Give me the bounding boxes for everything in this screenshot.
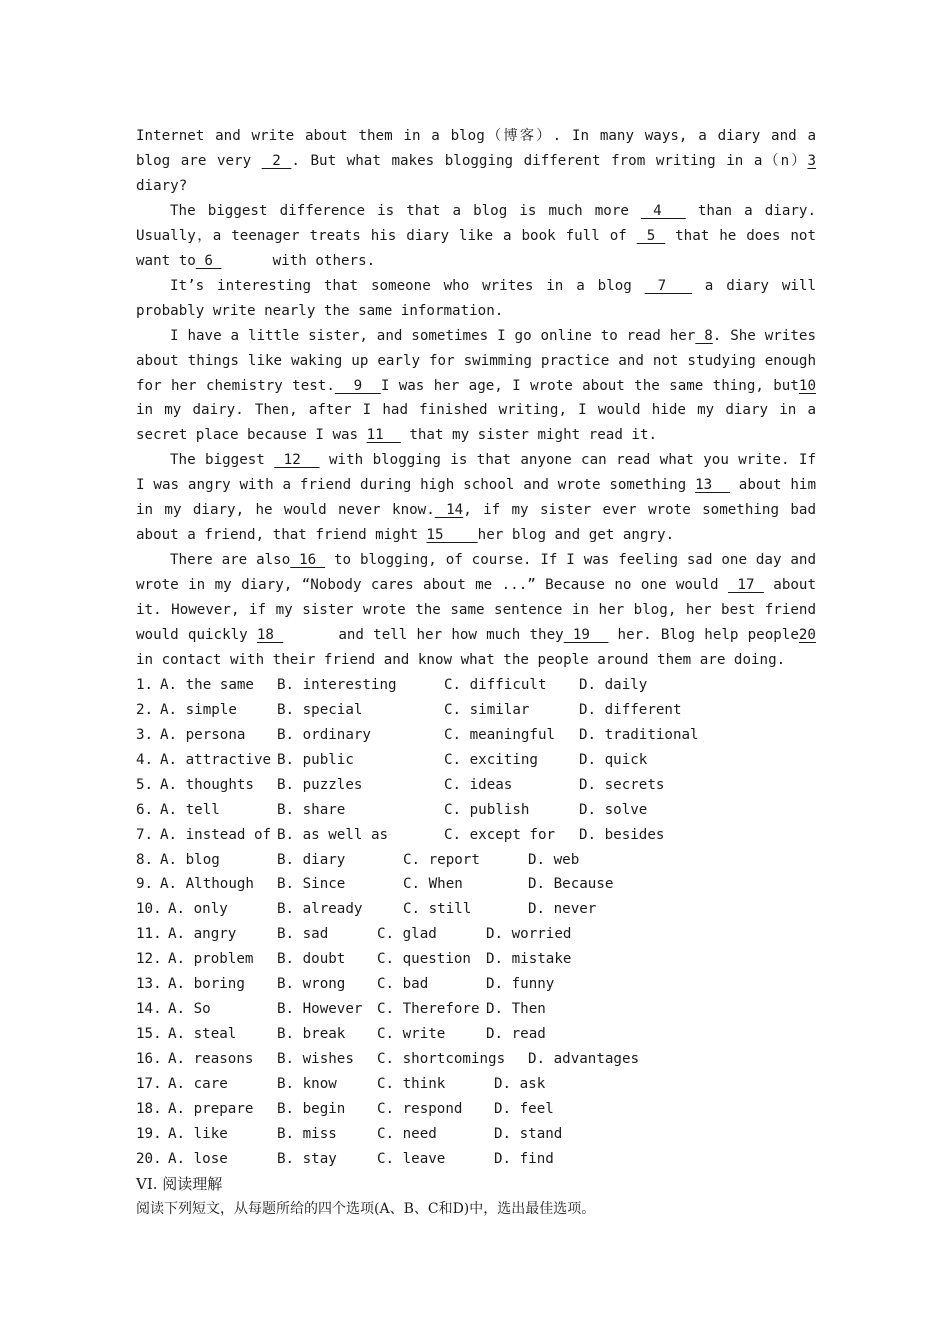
blank-7: 7 [644,277,692,294]
question-number: 14. [136,1001,162,1018]
blank-16: 16 [290,552,326,569]
question-row [136,848,816,873]
question-row [136,1022,816,1047]
option-d: D. traditional [579,726,699,743]
passage-text: The biggest [170,452,275,469]
option-c: C. publish [444,801,530,818]
question-row [136,698,816,723]
question-number: 1. [136,676,154,693]
passage-paragraph-1 [136,124,816,199]
option-d: D. mistake [486,951,572,968]
option-c: C. meaningful [444,726,556,743]
option-a: A. instead of [160,826,272,843]
option-b: B. diary [277,851,346,868]
option-a: A. boring [168,976,245,993]
passage-text: that he does not want to [136,227,816,269]
section-heading: VI. 阅读理解 [136,1174,223,1193]
question-number: 20. [136,1150,162,1167]
option-b: B. stay [277,1150,337,1167]
option-b: B. However [277,1001,363,1018]
question-row [136,897,816,922]
option-d: D. Then [486,1001,546,1018]
question-number: 8. [136,851,154,868]
blank-5: 5 [636,227,666,244]
option-c: C. shortcomings [377,1051,506,1068]
document-page [136,124,816,1222]
passage-text: and tell her how much they [283,627,564,644]
option-a: A. angry [168,926,237,943]
question-number: 12. [136,951,162,968]
option-d: D. worried [486,926,572,943]
option-b: B. interesting [277,676,397,693]
question-number: 4. [136,751,154,768]
option-b: B. wishes [277,1051,354,1068]
question-row [136,947,816,972]
blank-6: 6 [195,252,222,269]
passage-text: , if my sister ever wrote something bad about a friend, that friend might [136,502,816,544]
option-d: D. read [486,1026,546,1043]
option-c: C. glad [377,926,437,943]
blank-3: 3 [807,152,816,169]
blank-19: 19 [563,627,609,644]
option-a: A. like [168,1125,228,1142]
option-d: D. ask [494,1075,546,1092]
passage-text: that my sister might read it. [400,427,658,444]
blank-9: 9 [334,377,381,394]
option-a: A. simple [160,701,237,718]
option-d: D. never [528,901,597,918]
question-number: 16. [136,1051,162,1068]
option-b: B. wrong [277,976,346,993]
passage-text: There are also [170,552,291,569]
passage-paragraph-2 [136,199,816,274]
passage-text: in contact with their friend and know what the people around them are doing. [136,652,786,669]
question-number: 18. [136,1100,162,1117]
question-row [136,1072,816,1097]
option-d: D. web [528,851,580,868]
question-number: 15. [136,1026,162,1043]
option-d: D. funny [486,976,555,993]
option-b: B. know [277,1075,337,1092]
option-a: A. lose [168,1150,228,1167]
blank-20: 20 [798,627,816,644]
question-row [136,823,816,848]
passage-text: her. Blog help people [608,627,799,644]
question-row [136,1147,816,1172]
question-row [136,922,816,947]
option-d: D. advantages [528,1051,640,1068]
option-d: D. find [494,1150,554,1167]
option-c: C. difficult [444,676,547,693]
question-row [136,872,816,897]
option-d: D. quick [579,751,648,768]
question-number: 10. [136,901,162,918]
passage-text: The biggest difference is that a blog is much more [170,202,642,219]
passage-paragraph-6 [136,548,816,673]
option-a: A. persona [160,726,246,743]
passage-text: I was her age, I wrote about the same thing, but [380,377,799,394]
passage-text: It’s interesting that someone who writes in a blog [170,277,645,294]
option-a: A. the same [160,676,254,693]
option-a: A. thoughts [160,776,254,793]
question-number: 3. [136,726,154,743]
passage-text: a diary will probably write nearly the same information. [136,277,816,319]
option-c: C. need [377,1125,437,1142]
option-a: A. attractive [160,751,272,768]
blank-18: 18 [256,627,284,644]
blank-11: 11 [366,427,401,444]
option-b: B. special [277,701,363,718]
option-c: C. Therefore [377,1001,480,1018]
blank-15: 15 [426,527,478,544]
question-row [136,748,816,773]
question-number: 17. [136,1075,162,1092]
passage-text: her blog and get angry. [477,527,675,544]
option-b: B. break [277,1026,346,1043]
question-number: 6. [136,801,154,818]
option-b: B. ordinary [277,726,371,743]
option-b: B. public [277,751,354,768]
option-a: A. tell [160,801,220,818]
question-row [136,723,816,748]
option-d: D. different [579,701,682,718]
section-instruction: 阅读下列短文，从每题所给的四个选项(A、B、C和D)中，选出最佳选项。 [136,1200,596,1217]
option-c: C. except for [444,826,556,843]
passage-text: Internet and write about them in a blog（博客）. In many ways, a diary and a blog are very [136,128,816,169]
option-c: C. write [377,1026,446,1043]
option-c: C. respond [377,1100,463,1117]
option-c: C. still [403,901,472,918]
option-b: B. share [277,801,346,818]
blank-12: 12 [274,452,320,469]
option-d: D. Because [528,876,614,893]
blank-4: 4 [641,202,686,219]
blank-2: 2 [261,152,292,169]
option-c: C. question [377,951,471,968]
passage-text: about it. However, if my sister wrote the same sentence in her blog, her best friend would quickly [136,577,816,644]
blank-10: 10 [798,377,816,394]
option-c: C. report [403,851,480,868]
question-number: 7. [136,826,154,843]
question-number: 19. [136,1125,162,1142]
option-c: C. exciting [444,751,538,768]
question-row [136,972,816,997]
passage-text: . She writes about things like waking up early for swimming practice and not studying enough for her chemistry test. [136,327,816,394]
option-a: A. So [168,1001,211,1018]
question-row [136,1047,816,1072]
option-a: A. reasons [168,1051,254,1068]
option-d: D. solve [579,801,648,818]
option-c: C. ideas [444,776,513,793]
question-row [136,798,816,823]
passage-text: with blogging is that anyone can read what you write. If I was angry with a friend during high school and wrote something [136,452,817,494]
blank-8: 8 [695,327,713,344]
blank-17: 17 [728,577,764,594]
blank-14: 14 [434,502,464,519]
option-b: B. as well as [277,826,389,843]
passage-text: I have a little sister, and sometimes I go online to read her [170,327,696,344]
option-d: D. besides [579,826,665,843]
option-a: A. steal [168,1026,237,1043]
option-c: C. bad [377,976,429,993]
option-d: D. stand [494,1125,563,1142]
passage-paragraph-3 [136,274,816,324]
question-row [136,1122,816,1147]
passage-text: about him in my diary, he would never know. [136,477,817,519]
passage-text: diary? [136,177,188,194]
option-a: A. Although [160,876,254,893]
option-b: B. miss [277,1125,337,1142]
question-row [136,1097,816,1122]
question-number: 13. [136,976,162,993]
option-a: A. only [168,901,228,918]
option-b: B. puzzles [277,776,363,793]
question-number: 5. [136,776,154,793]
question-row [136,673,816,698]
question-row [136,997,816,1022]
option-d: D. secrets [579,776,665,793]
option-b: B. doubt [277,951,346,968]
blank-13: 13 [695,477,730,494]
passage-text: than a diary. Usually，a teenager treats his diary like a book full of [136,202,816,244]
option-b: B. begin [277,1100,346,1117]
passage-paragraph-5 [136,448,816,548]
option-c: C. think [377,1075,446,1092]
question-number: 9. [136,876,154,893]
question-list [136,673,816,1172]
option-c: C. leave [377,1150,446,1167]
option-d: D. daily [579,676,648,693]
option-a: A. care [168,1075,228,1092]
option-c: C. When [403,876,463,893]
option-b: B. Since [277,876,346,893]
passage-text: to blogging, of course. If I was feeling sad one day and wrote in my diary, “Nobody cares about me ...” Because no one would [136,552,816,594]
option-d: D. feel [494,1100,554,1117]
passage-text: in my dairy. Then, after I had finished writing, I would hide my diary in a secret place because I was [136,402,816,444]
passage-text: . But what makes blogging different from writing in a（n） [291,152,808,169]
option-a: A. blog [160,851,220,868]
option-b: B. already [277,901,363,918]
option-b: B. sad [277,926,329,943]
question-number: 2. [136,701,154,718]
passage-text: with others. [221,252,376,269]
question-row [136,773,816,798]
question-number: 11. [136,926,162,943]
option-a: A. problem [168,951,254,968]
passage-paragraph-4 [136,324,816,449]
option-a: A. prepare [168,1100,254,1117]
option-c: C. similar [444,701,530,718]
